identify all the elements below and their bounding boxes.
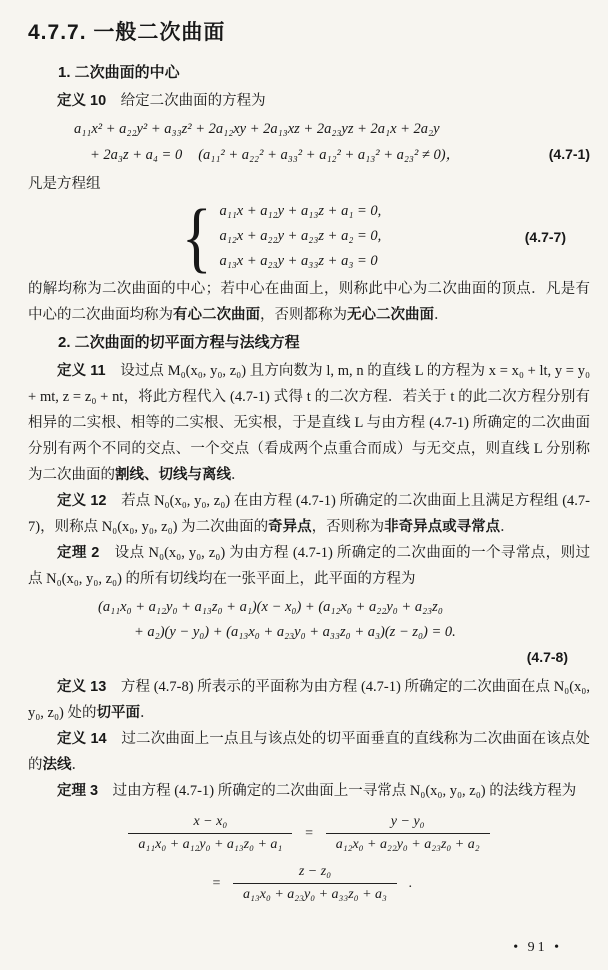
theorem-3-paragraph: 定理 3 过由方程 (4.7-1) 所确定的二次曲面上一寻常点 N₀(x₀, y₀, z₀) 的法线方程为 — [57, 783, 577, 799]
eq-4-7-1-lhs: + 2a₃z + a₄ = 0 — [90, 147, 183, 163]
equals-sign-1: = — [304, 825, 314, 841]
fraction-y — [326, 813, 490, 854]
eq-4-7-1-condition: (a₁₁² + a₂₂² + a₃₃² + a₁₂² + a₁₃² + a₂₃² ≠ 0)， — [198, 147, 461, 163]
page-number: • 91 • — [513, 940, 562, 955]
fraction-x — [128, 813, 292, 854]
def-10-paragraph: 定义 10 给定二次曲面的方程为 — [57, 93, 266, 109]
eq-4-7-8-number: (4.7-8) — [526, 649, 568, 665]
eq-4-7-8-line-1: (a₁₁x₀ + a₁₂y₀ + a₁₃z₀ + a₁)(x − x₀) + (a₁₂x₀ + a₂₂y₀ + a₂₃z₀ — [98, 599, 443, 615]
system-lead: 凡是方程组 — [28, 176, 101, 192]
section-2-heading: 2. 二次曲面的切平面方程与法线方程 — [58, 334, 300, 351]
section-1-heading: 1. 二次曲面的中心 — [58, 64, 180, 81]
def-12-paragraph: 定义 12 若点 N₀(x₀, y₀, z₀) 在由方程 (4.7-1) 所确定的二次曲面上且满足方程组 (4.7-7)，则称点 N₀(x₀, y₀, z₀) 为二次曲面的奇异点，否则称为非奇异点或寻常点． — [28, 493, 590, 535]
normal-line-equation — [28, 813, 590, 904]
page-title: 4.7.7. 一般二次曲面 — [28, 21, 226, 44]
equals-sign-2: = — [211, 875, 222, 891]
fraction-y-denominator: a₁₂x₀ + a₂₂y₀ + a₂₃z₀ + a₂ — [326, 833, 490, 854]
center-definition-paragraph: 的解均称为二次曲面的中心；若中心在曲面上，则称此中心为二次曲面的顶点．凡是有中心的二次曲面均称为有心二次曲面，否则都称为无心二次曲面． — [28, 281, 590, 323]
def-11-paragraph: 定义 11 设过点 M₀(x₀, y₀, z₀) 且方向数为 l, m, n 的直线 L 的方程为 x = x₀ + lt, y = y₀ + mt, z = z₀ + nt，将此方程代入 (4.7-1) 式得 t 的二次方程．若关于 t 的此二次方程分别有相异的二实根、相等的二实根、无实根，于是直线 L 与由方程 (4.7-1) 所确定的二次曲面分别有两个不同的交点、一个交点（看成两个点重合而成）与无交点，则直线 L 分别称为二次曲面的割线、切线与离线． — [28, 363, 590, 483]
system-rows — [219, 199, 381, 274]
eq-4-7-8-line-2: + a₂)(y − y₀) + (a₁₃x₀ + a₂₃y₀ + a₃₃z₀ + a₃)(z − z₀) = 0. — [134, 624, 456, 640]
eq-4-7-8-number-row — [28, 645, 590, 671]
sentence-period: . — [408, 875, 413, 891]
system-row-2: a₁₂x + a₂₂y + a₂₃z + a₂ = 0, — [219, 228, 382, 244]
brace-icon: { — [181, 192, 212, 280]
system-row-1: a₁₁x + a₁₂y + a₁₃z + a₁ = 0, — [219, 203, 382, 219]
theorem-2-paragraph: 定理 2 设点 N₀(x₀, y₀, z₀) 为由方程 (4.7-1) 所确定的二次曲面的一个寻常点，则过点 N₀(x₀, y₀, z₀) 的所有切线均在一张平面上，此平面的方程为 — [28, 545, 590, 587]
fraction-z — [233, 863, 397, 904]
system-row-3: a₁₃x + a₂₃y + a₃₃z + a₃ = 0 — [219, 253, 378, 269]
normal-equation-row-1 — [28, 813, 590, 854]
equation-4-7-8 — [28, 595, 590, 671]
normal-equation-row-2 — [28, 863, 590, 904]
def-14-paragraph: 定义 14 过二次曲面上一点且与该点处的切平面垂直的直线称为二次曲面在该点处的法线． — [28, 731, 590, 773]
fraction-x-denominator: a₁₁x₀ + a₁₂y₀ + a₁₃z₀ + a₁ — [128, 833, 292, 854]
eq-4-7-1-line-1: a₁₁x² + a₂₂y² + a₃₃z² + 2a₁₂xy + 2a₁₃xz + 2a₂₃yz + 2a₁x + 2a₂y — [74, 121, 440, 137]
fraction-y-numerator: y − y₀ — [390, 814, 425, 829]
eq-4-7-1-line-2 — [28, 142, 590, 168]
fraction-z-denominator: a₁₃x₀ + a₂₃y₀ + a₃₃z₀ + a₃ — [233, 883, 397, 904]
eq-4-7-7-number: (4.7-7) — [524, 228, 566, 245]
fraction-z-numerator: z − z₀ — [298, 864, 332, 879]
equation-4-7-1 — [28, 117, 590, 168]
def-13-paragraph: 定义 13 方程 (4.7-8) 所表示的平面称为由方程 (4.7-1) 所确定的二次曲面在点 N₀(x₀, y₀, z₀) 处的切平面． — [28, 679, 590, 721]
fraction-x-numerator: x − x₀ — [193, 814, 228, 829]
system-4-7-7 — [178, 192, 590, 280]
eq-4-7-1-number: (4.7-1) — [548, 146, 590, 162]
